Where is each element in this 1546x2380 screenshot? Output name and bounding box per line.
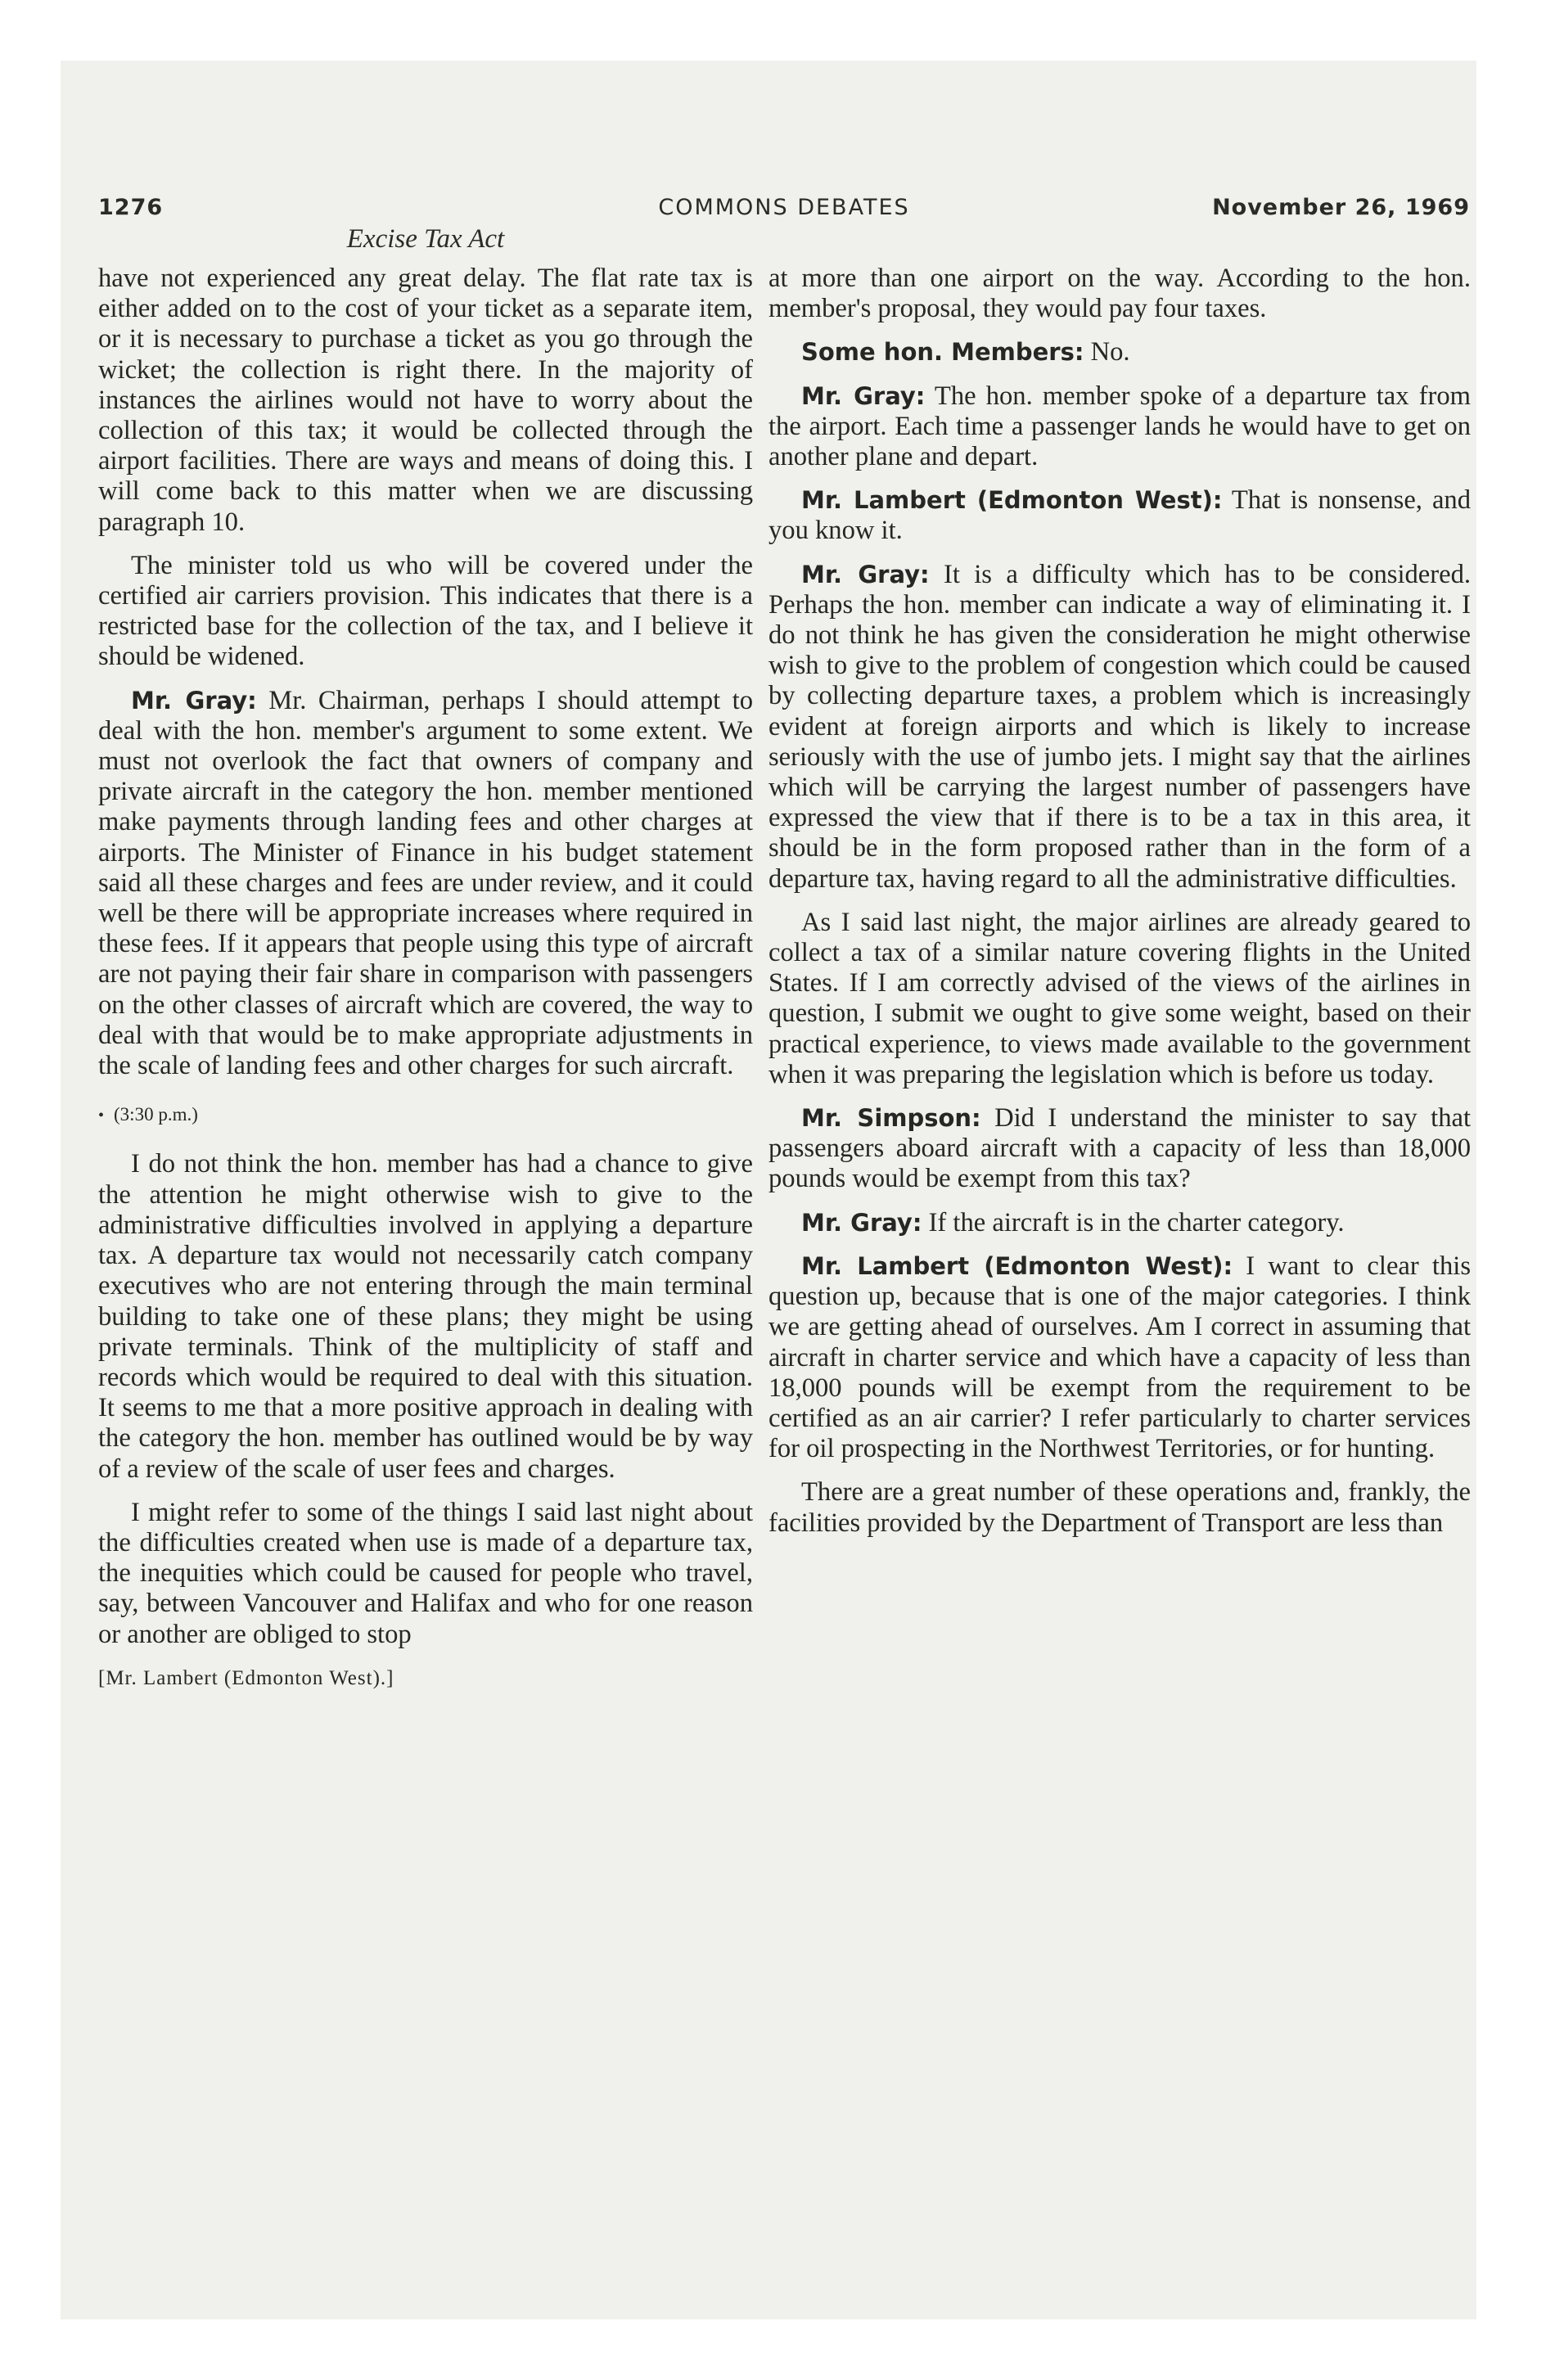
speech-text: Did I understand the minister to say that passengers aboard aircraft with a capacity of less than 18,000 pounds would be exempt from this tax?: [768, 1103, 1471, 1194]
speech-text: It is a difficulty which has to be considered. Perhaps the hon. member can indicate a way of eliminating it. I do not think he has given the consideration he might otherwise wish to give to the problem of congestion which could be caused by collecting departure taxes, a problem which is increasingly evident at foreign airports and which is likely to increase seriously with the use of jumbo jets. I might say that the airlines which will be carrying the largest number of passengers have expressed the view that if there is to be a tax in this area, it should be in the form proposed rather than in the form of a departure tax, having regard to all the administrative difficulties.: [768, 559, 1472, 894]
paragraph: There are a great number of these operations and, frankly, the facilities provided by the Department of Transport are less than: [768, 1477, 1471, 1538]
left-column: [98, 264, 753, 1693]
right-column: [768, 264, 1471, 1552]
page-date: November 26, 1969: [1212, 195, 1470, 220]
speech-paragraph: [768, 485, 1471, 546]
speech-text: The hon. member spoke of a departure tax from the airport. Each time a passenger lands he would have to get on another plane and depart.: [768, 381, 1472, 472]
speaker-name: Mr. Lambert (Edmonton West):: [801, 486, 1223, 515]
bullet-icon: •: [98, 1107, 105, 1125]
running-title: Excise Tax Act: [346, 224, 505, 254]
page-number: 1276: [98, 195, 164, 220]
speech-text: If the aircraft is in the charter category.: [922, 1207, 1345, 1237]
speaker-name: Mr. Gray:: [801, 560, 930, 588]
speaker-name: Mr. Simpson:: [801, 1104, 981, 1133]
paragraph: I do not think the hon. member has had a chance to give the attention he might otherwise wish to give to the administrative difficulties involved in applying a departure tax. A departure tax would not necessarily catch company executives who are not entering through the main terminal building to take one of these plans; they might be using private terminals. Think of the multiplicity of staff and records which would be required to deal with this situation. It seems to me that a more positive approach in dealing with the category the hon. member has outlined would be by way of a review of the scale of user fees and charges.: [98, 1149, 753, 1484]
paragraph: at more than one airport on the way. According to the hon. member's proposal, they would pay four taxes.: [768, 264, 1471, 324]
speech-text: Mr. Chairman, perhaps I should attempt to deal with the hon. member's argument to some extent. We must not overlook the fact that owners of company and private aircraft in the category the hon. member mentioned make payments through landing fees and other charges at airports. The Minister of Finance in his budget statement said all these charges and fees are under review, and it could well be there will be appropriate increases where required in these fees. If it appears that people using this type of aircraft are not paying their fair share in comparison with passengers on the other classes of aircraft which are covered, the way to deal with that would be to make appropriate adjustments in the scale of landing fees and other charges for such aircraft.: [98, 685, 753, 1081]
paragraph: The minister told us who will be covered under the certified air carriers provision. This indicates that there is a restricted base for the collection of the tax, and I believe it should be widened.: [98, 550, 753, 672]
paragraph: As I said last night, the major airlines are already geared to collect a tax of a similar nature covering flights in the United States. If I am correctly advised of the views of the airlines in question, I submit we ought to give some weight, based on their practical experience, to views made available to the government when it was preparing the legislation which is before us today.: [768, 907, 1471, 1089]
page-header: [98, 190, 1470, 226]
speech-paragraph: [768, 337, 1471, 367]
speaker-name: Mr. Gray:: [131, 686, 257, 714]
speaker-name: Mr. Gray:: [801, 1208, 922, 1237]
speaker-name: Some hon. Members:: [801, 338, 1084, 367]
speech-paragraph: [768, 560, 1471, 895]
speech-paragraph: [768, 1103, 1471, 1195]
speech-paragraph: [768, 1208, 1471, 1238]
speech-paragraph: [768, 1251, 1471, 1464]
speech-text: That is nonsense, and you know it.: [768, 485, 1471, 546]
speech-text: I want to clear this question up, because that is one of the major categories. I think we are getting ahead of ourselves. Am I correct in assuming that aircraft in charter service and which have a capacity of less than 18,000 pounds will be exempt from the requirement to be certified as an air carrier? I refer particularly to charter services for oil prospecting in the Northwest Territories, or for hunting.: [768, 1251, 1471, 1464]
scanned-page: [61, 61, 1476, 2319]
speech-paragraph: [768, 381, 1471, 473]
speaker-name: Mr. Gray:: [801, 381, 926, 410]
speech-paragraph: [98, 686, 753, 1082]
speaker-attribution: [Mr. Lambert (Edmonton West).]: [98, 1666, 394, 1689]
time-marker-text: (3:30 p.m.): [114, 1104, 198, 1125]
paragraph: have not experienced any great delay. The flat rate tax is either added on to the cost of your ticket as a separate item, or it is necessary to purchase a ticket as you go through the wicket; the collection is right there. In the majority of instances the airlines would not have to worry about the collection of this tax; it would be collected through the airport facilities. There are ways and means of doing this. I will come back to this matter when we are discussing paragraph 10.: [98, 264, 753, 537]
speaker-name: Mr. Lambert (Edmonton West):: [801, 1251, 1233, 1280]
speech-text: No.: [1084, 337, 1130, 367]
time-marker: [98, 1099, 753, 1131]
publication-title: COMMONS DEBATES: [658, 195, 910, 220]
paragraph: I might refer to some of the things I said last night about the difficulties created when use is made of a departure tax, the inequities which could be caused for people who travel, say, between Vancouver and Halifax and who for one reason or another are obliged to stop: [98, 1497, 753, 1649]
